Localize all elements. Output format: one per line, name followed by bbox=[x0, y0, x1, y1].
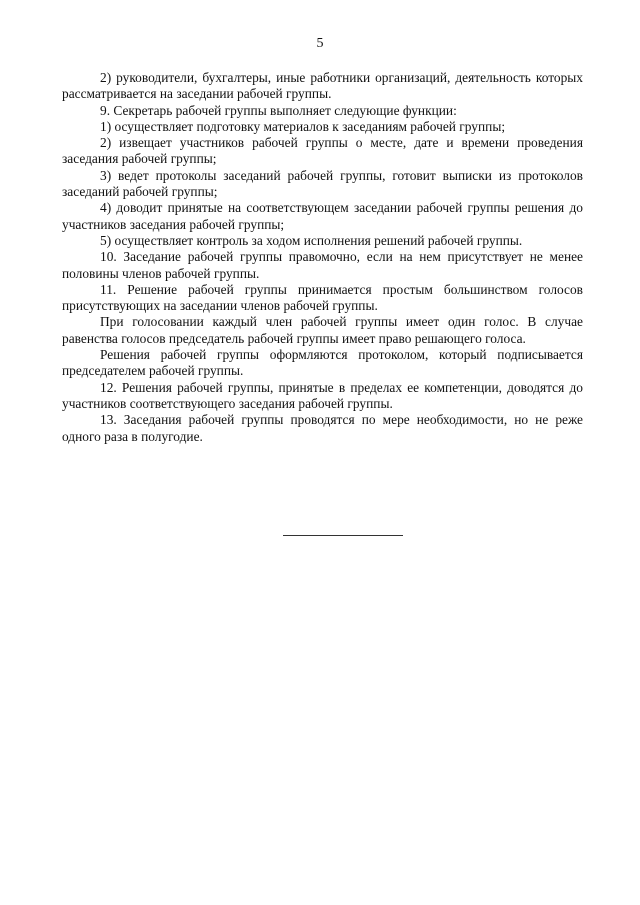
paragraph-section-11: 11. Решение рабочей группы принимается простым большинством голосов присутствующих на заседании членов рабочей группы. bbox=[62, 281, 583, 314]
page-number: 5 bbox=[316, 36, 324, 51]
paragraph-function-5: 5) осуществляет контроль за ходом исполнения решений рабочей группы. bbox=[100, 232, 523, 248]
paragraph-voting: При голосовании каждый член рабочей группы имеет один голос. В случае равенства голосов председатель рабочей группы имеет право решающего голоса. bbox=[62, 314, 583, 346]
paragraph-section-12: 12. Решения рабочей группы, принятые в пределах ее компетенции, доводятся до участников соответствующего заседания рабочей группы. bbox=[62, 379, 583, 411]
paragraph-section-13: 13. Заседания рабочей группы проводятся по мере необходимости, но не реже одного раза в полугодие. bbox=[62, 412, 583, 444]
paragraph-item-2: 2) руководители, бухгалтеры, иные работники организаций, деятельность которых рассматривается на заседании рабочей группы. bbox=[62, 70, 583, 102]
end-of-document-line bbox=[283, 535, 403, 536]
paragraph-function-1: 1) осуществляет подготовку материалов к заседаниям рабочей группы; bbox=[100, 118, 506, 134]
paragraph-function-2: 2) извещает участников рабочей группы о месте, дате и времени проведения заседания рабочей группы; bbox=[62, 135, 583, 167]
paragraph-function-3: 3) ведет протоколы заседаний рабочей группы, готовит выписки из протоколов заседаний рабочей группы; bbox=[62, 167, 583, 200]
paragraph-decisions-protocol: Решения рабочей группы оформляются протоколом, который подписывается председателем рабочей группы. bbox=[62, 347, 583, 379]
paragraph-function-4: 4) доводит принятые на соответствующем заседании рабочей группы решения до участников заседания рабочей группы; bbox=[62, 200, 583, 232]
document-body bbox=[62, 70, 583, 445]
paragraph-section-9: 9. Секретарь рабочей группы выполняет следующие функции: bbox=[100, 102, 457, 118]
paragraph-section-10: 10. Заседание рабочей группы правомочно, если на нем присутствует не менее половины членов рабочей группы. bbox=[62, 249, 583, 281]
